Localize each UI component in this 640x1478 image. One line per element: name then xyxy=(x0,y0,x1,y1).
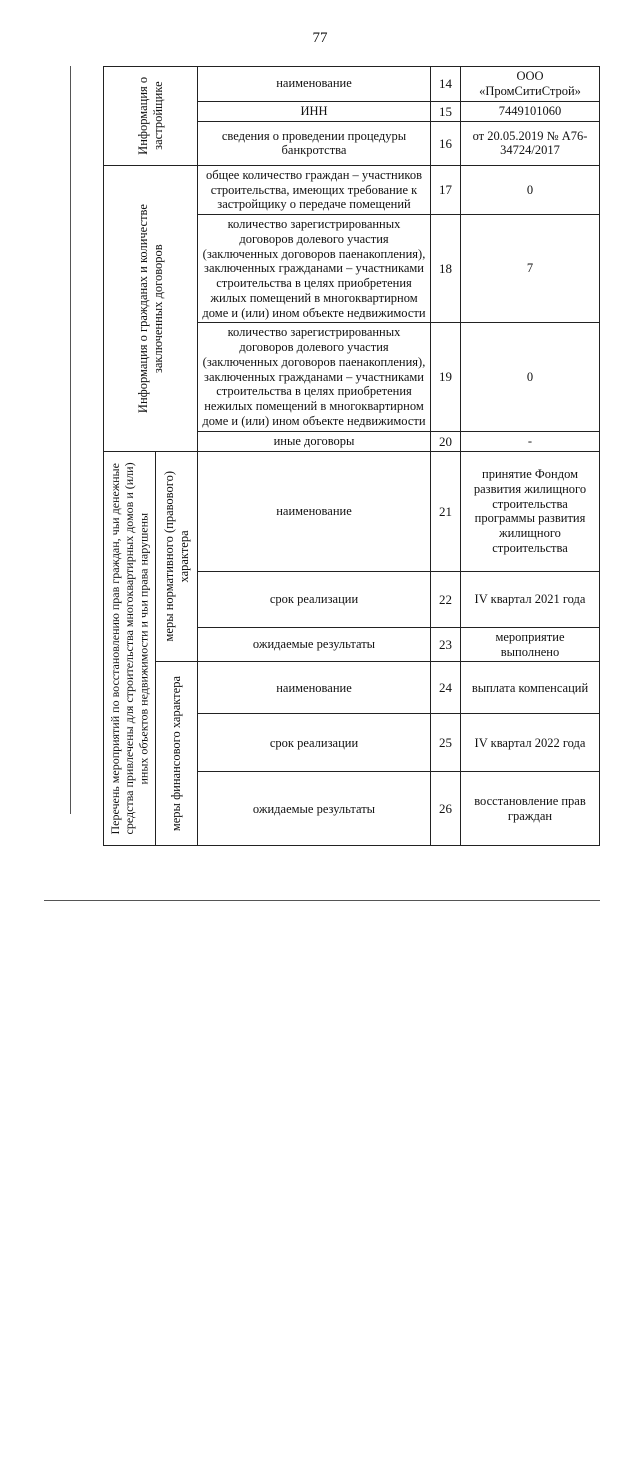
table-row xyxy=(104,67,600,102)
row-label: ожидаемые результаты xyxy=(198,772,431,846)
row-label: наименование xyxy=(198,451,431,571)
row-number: 25 xyxy=(431,714,461,772)
margin-line xyxy=(70,66,71,814)
row-label: срок реализации xyxy=(198,571,431,627)
row-number: 23 xyxy=(431,627,461,662)
row-value: - xyxy=(461,431,600,451)
row-label: наименование xyxy=(198,67,431,102)
group-header-measures xyxy=(104,451,156,846)
row-value: 7449101060 xyxy=(461,101,600,121)
table-row xyxy=(104,165,600,214)
group-header-citizens xyxy=(104,165,198,451)
row-number: 19 xyxy=(431,323,461,431)
row-label: количество зарегистрированных договоров долевого участия (заключенных договоров паенакопления), заключенных гражданами – участниками строительства в целях приобретения жилых помещений в многоквартирном доме и (или) ином объекте недвижимости xyxy=(198,215,431,323)
project-info-table xyxy=(103,66,600,846)
row-label: иные договоры xyxy=(198,431,431,451)
row-number: 21 xyxy=(431,451,461,571)
row-value: восстановление прав граждан xyxy=(461,772,600,846)
row-number: 15 xyxy=(431,101,461,121)
group-header-citizens-text: Информация о гражданах и количестве заключенных договоров xyxy=(135,203,165,413)
row-value: мероприятие выполнено xyxy=(461,627,600,662)
row-label: ИНН xyxy=(198,101,431,121)
row-value: 0 xyxy=(461,165,600,214)
group-header-developer-text: Информация о застройщике xyxy=(135,76,165,155)
row-value: IV квартал 2022 года xyxy=(461,714,600,772)
page-number: 77 xyxy=(312,30,328,46)
row-value: от 20.05.2019 № А76-34724/2017 xyxy=(461,121,600,165)
row-number: 26 xyxy=(431,772,461,846)
row-label: наименование xyxy=(198,662,431,714)
row-number: 20 xyxy=(431,431,461,451)
row-value: 7 xyxy=(461,215,600,323)
row-value: 0 xyxy=(461,323,600,431)
subgroup-header-financial xyxy=(156,662,198,846)
row-value: выплата компенсаций xyxy=(461,662,600,714)
row-label: сведения о проведении процедуры банкротства xyxy=(198,121,431,165)
group-header-developer xyxy=(104,67,198,166)
row-label: ожидаемые результаты xyxy=(198,627,431,662)
subgroup-header-regulatory-text: меры нормативного (правового) характера xyxy=(161,471,191,642)
row-value: ООО «ПромСитиСтрой» xyxy=(461,67,600,102)
row-number: 24 xyxy=(431,662,461,714)
row-number: 16 xyxy=(431,121,461,165)
row-label: количество зарегистрированных договоров долевого участия (заключенных договоров паенакопления), заключенных гражданами – участниками строительства в целях приобретения нежилых помещений в многоквартирном доме и (или) ином объекте недвижимости xyxy=(198,323,431,431)
row-value: IV квартал 2021 года xyxy=(461,571,600,627)
row-label: срок реализации xyxy=(198,714,431,772)
bottom-rule xyxy=(44,900,600,901)
subgroup-header-regulatory xyxy=(156,451,198,662)
table-row xyxy=(104,451,600,571)
group-header-measures-text: Перечень мероприятий по восстановлению прав граждан, чьи денежные средства привлечены для строительства многоквартирных домов и (или) иных объектов недвижимости и чьи права нарушены xyxy=(108,462,151,835)
row-number: 17 xyxy=(431,165,461,214)
row-number: 18 xyxy=(431,215,461,323)
row-label: общее количество граждан – участников строительства, имеющих требование к застройщику о передаче помещений xyxy=(198,165,431,214)
row-number: 22 xyxy=(431,571,461,627)
row-value: принятие Фондом развития жилищного строительства программы развития жилищного строительства xyxy=(461,451,600,571)
subgroup-header-financial-text: меры финансового характера xyxy=(169,676,184,832)
table-row xyxy=(104,662,600,714)
row-number: 14 xyxy=(431,67,461,102)
